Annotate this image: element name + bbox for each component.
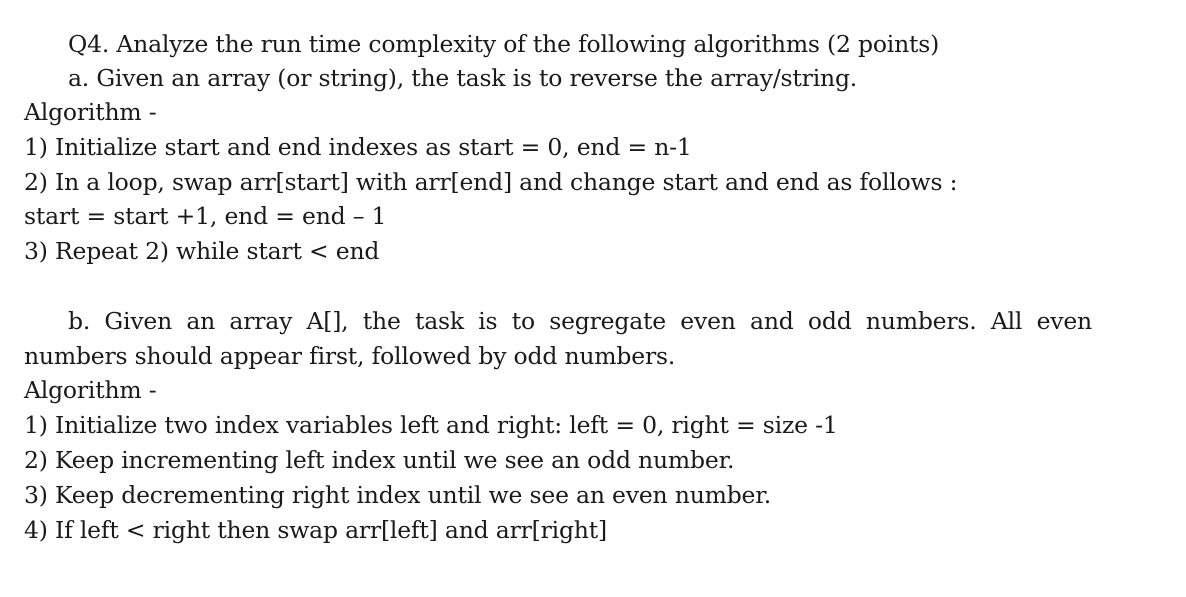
part-a-step-1: 1) Initialize start and end indexes as start = 0, end = n-1 — [24, 133, 692, 161]
question-title: Q4. Analyze the run time complexity of the following algorithms (2 points) — [68, 30, 940, 58]
part-b-step-1: 1) Initialize two index variables left and right: left = 0, right = size -1 — [24, 411, 838, 439]
part-b-prompt-line-2: numbers should appear first, followed by odd numbers. — [24, 342, 676, 370]
part-b-step-3: 3) Keep decrementing right index until we see an even number. — [24, 481, 771, 509]
part-a-prompt: a. Given an array (or string), the task is to reverse the array/string. — [68, 64, 858, 92]
part-a-step-2: 2) In a loop, swap arr[start] with arr[end] and change start and end as follows : — [24, 168, 958, 196]
part-a-step-3: 3) Repeat 2) while start < end — [24, 237, 380, 265]
part-b-prompt-line-1: b. Given an array A[], the task is to segregate even and odd numbers. All even — [68, 307, 1092, 335]
part-b-step-4: 4) If left < right then swap arr[left] and arr[right] — [24, 516, 607, 544]
part-a-step-2-continuation: start = start +1, end = end – 1 — [24, 202, 387, 230]
part-a-algorithm-label: Algorithm - — [24, 98, 157, 126]
part-b-algorithm-label: Algorithm - — [24, 376, 157, 404]
part-b-step-2: 2) Keep incrementing left index until we see an odd number. — [24, 446, 735, 474]
